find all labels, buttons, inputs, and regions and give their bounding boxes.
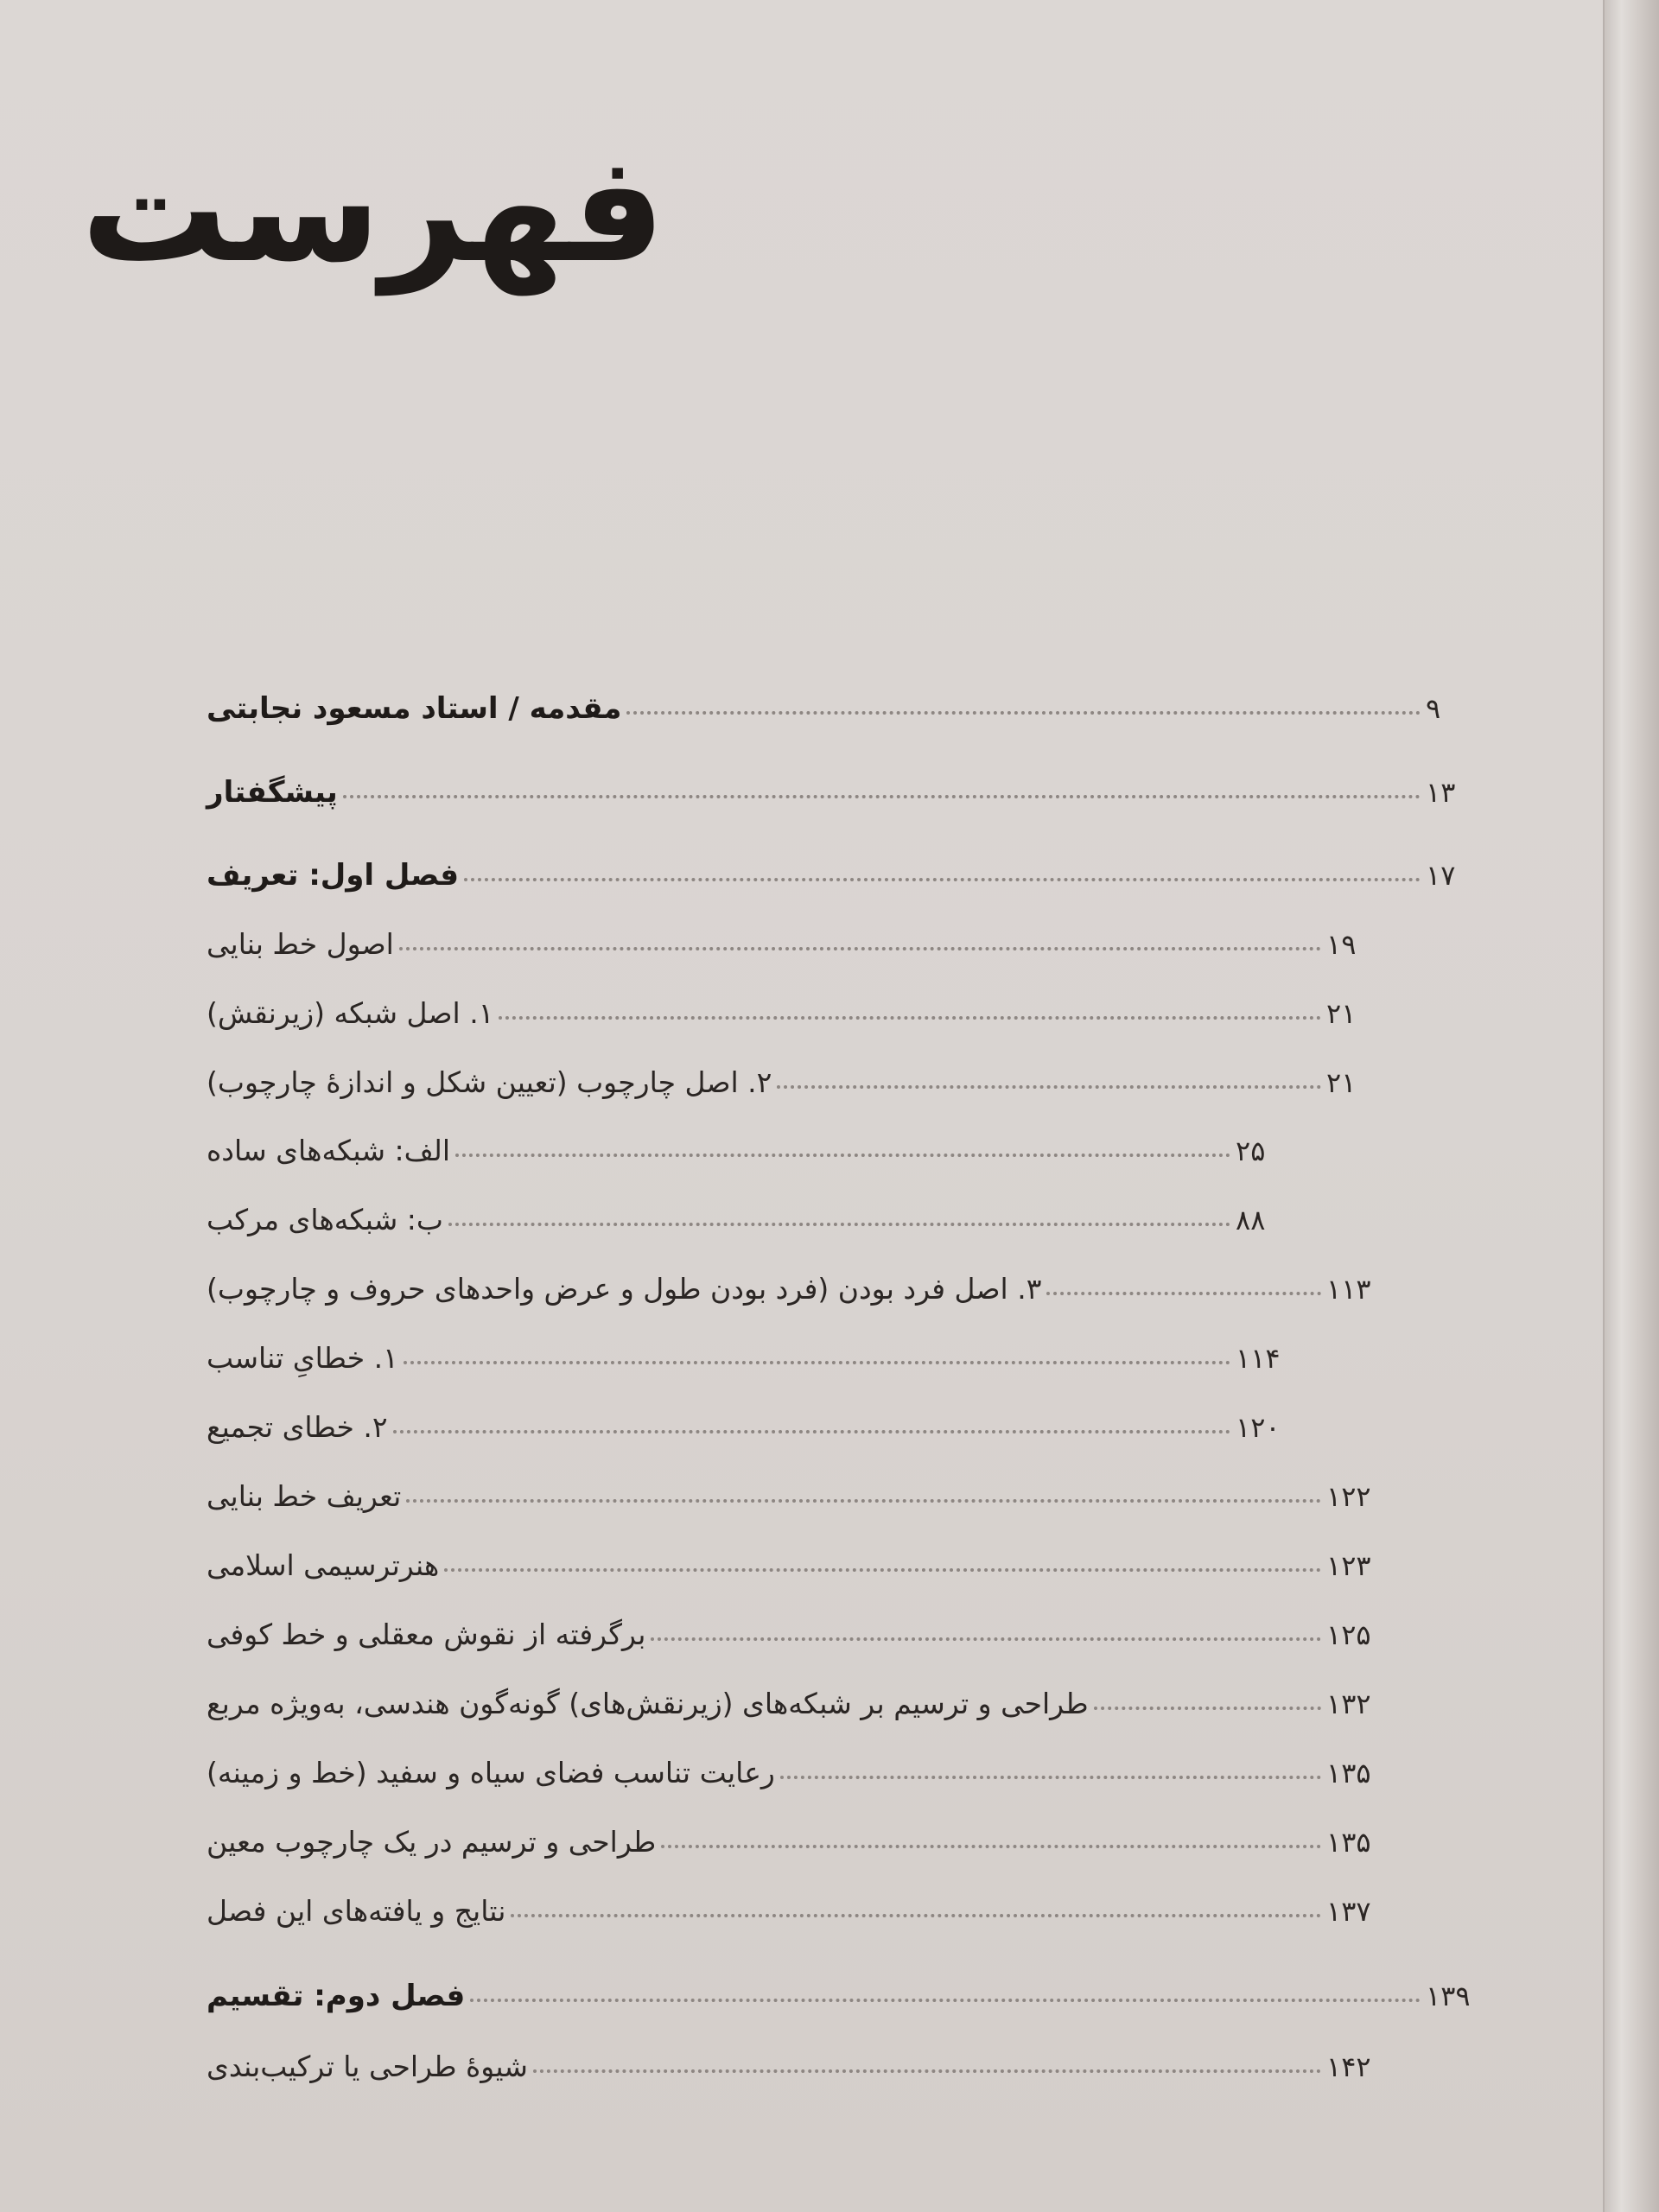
toc-page-number: ۱۳۲ xyxy=(1326,1688,1371,1720)
toc-entry-label: الف: شبکه‌های ساده xyxy=(207,1134,450,1167)
toc-entry-label: اصول خط بنایی xyxy=(207,927,394,961)
toc-entry[interactable] xyxy=(194,1065,1387,1119)
dot-leader xyxy=(661,1845,1321,1848)
toc-page-number: ۹ xyxy=(1426,692,1441,725)
dot-leader xyxy=(393,1430,1230,1433)
table-of-contents xyxy=(194,691,1486,2091)
toc-page-number: ۱۲۵ xyxy=(1326,1618,1371,1651)
toc-page-number: ۱۱۴ xyxy=(1236,1342,1281,1375)
dot-leader xyxy=(448,1223,1230,1226)
toc-page-number: ۲۱ xyxy=(1326,997,1357,1030)
toc-entry[interactable] xyxy=(194,1894,1387,1948)
toc-entry-label: هنرترسیمی اسلامی xyxy=(207,1548,440,1582)
toc-page-number: ۲۵ xyxy=(1236,1135,1266,1167)
page-edge xyxy=(1603,0,1659,2212)
toc-page-number: ۱۳۹ xyxy=(1426,1980,1471,2012)
toc-entry[interactable] xyxy=(194,1134,1296,1187)
dot-leader xyxy=(626,711,1421,715)
toc-page-number: ۱۳۵ xyxy=(1326,1757,1371,1789)
toc-entry[interactable] xyxy=(194,1687,1387,1740)
toc-entry[interactable] xyxy=(194,691,1486,745)
toc-entry-label: برگرفته از نقوش معقلی و خط کوفی xyxy=(207,1618,646,1651)
toc-page-number: ۱۲۳ xyxy=(1326,1549,1371,1582)
dot-leader xyxy=(1094,1707,1321,1710)
dot-leader xyxy=(464,878,1421,881)
toc-page-number: ۱۱۳ xyxy=(1326,1273,1371,1306)
toc-entry[interactable] xyxy=(194,1479,1387,1533)
toc-entry[interactable] xyxy=(194,996,1387,1050)
dot-leader xyxy=(404,1361,1230,1364)
dot-leader xyxy=(499,1016,1321,1020)
toc-page-number: ۱۲۲ xyxy=(1326,1480,1371,1513)
toc-entry[interactable] xyxy=(194,1272,1387,1325)
toc-entry[interactable] xyxy=(194,1548,1387,1602)
dot-leader xyxy=(406,1499,1321,1503)
toc-page-number: ۱۳۷ xyxy=(1326,1895,1371,1928)
dot-leader xyxy=(651,1637,1321,1641)
toc-entry[interactable] xyxy=(194,2050,1387,2103)
toc-entry-label: ۱. خطایِ تناسب xyxy=(207,1341,398,1375)
toc-entry[interactable] xyxy=(194,927,1387,981)
toc-entry[interactable] xyxy=(194,1825,1387,1878)
toc-page-number: ۱۴۲ xyxy=(1326,2050,1371,2083)
dot-leader xyxy=(511,1914,1321,1917)
dot-leader xyxy=(444,1568,1321,1572)
toc-entry-label: طراحی و ترسیم در یک چارچوب معین xyxy=(207,1825,657,1859)
toc-entry-label: شیوهٔ طراحی یا ترکیب‌بندی xyxy=(207,2050,528,2083)
toc-entry[interactable] xyxy=(194,1341,1296,1395)
toc-page-number: ۱۹ xyxy=(1326,928,1357,961)
toc-entry-label: پیشگفتار xyxy=(207,775,338,810)
toc-entry-label: مقدمه / استاد مسعود نجابتی xyxy=(207,691,622,726)
toc-entry[interactable] xyxy=(194,775,1486,829)
toc-entry[interactable] xyxy=(194,1979,1486,2032)
toc-entry[interactable] xyxy=(194,1203,1296,1256)
toc-entry-label: ۱. اصل شبکه (زیرنقش) xyxy=(207,996,494,1030)
toc-entry-label: رعایت تناسب فضای سیاه و سفید (خط و زمینه) xyxy=(207,1756,775,1789)
toc-entry-label: ب: شبکه‌های مرکب xyxy=(207,1203,443,1236)
dot-leader xyxy=(777,1085,1321,1089)
dot-leader xyxy=(343,795,1421,798)
toc-entry[interactable] xyxy=(194,1756,1387,1809)
toc-page-number: ۱۳ xyxy=(1426,776,1456,809)
dot-leader xyxy=(470,1999,1421,2002)
dot-leader xyxy=(1046,1292,1321,1295)
dot-leader xyxy=(533,2069,1321,2073)
toc-entry-label: تعریف خط بنایی xyxy=(207,1479,402,1513)
dot-leader xyxy=(780,1776,1321,1779)
dot-leader xyxy=(455,1154,1230,1157)
toc-entry-label: نتایج و یافته‌های این فصل xyxy=(207,1894,506,1928)
toc-entry-label: فصل دوم: تقسیم xyxy=(207,1979,466,2013)
toc-page-number: ۱۲۰ xyxy=(1236,1411,1281,1444)
toc-page-number: ۸۸ xyxy=(1236,1204,1266,1236)
toc-entry[interactable] xyxy=(194,1410,1296,1464)
toc-entry-label: طراحی و ترسیم بر شبکه‌های (زیرنقش‌های) گونه‌گون هندسی، به‌ویژه مربع xyxy=(207,1687,1089,1720)
toc-entry[interactable] xyxy=(194,1618,1387,1671)
page-title: فهرست xyxy=(80,124,665,296)
toc-entry-label: ۲. خطای تجمیع xyxy=(207,1410,388,1444)
toc-entry[interactable] xyxy=(194,858,1486,912)
toc-entry-label: ۳. اصل فرد بودن (فرد بودن طول و عرض واحدهای حروف و چارچوب) xyxy=(207,1272,1042,1306)
toc-entry-label: ۲. اصل چارچوب (تعیین شکل و اندازهٔ چارچوب) xyxy=(207,1065,772,1099)
dot-leader xyxy=(399,947,1321,950)
toc-page-number: ۱۳۵ xyxy=(1326,1826,1371,1859)
toc-entry-label: فصل اول: تعریف xyxy=(207,858,460,893)
toc-page-number: ۱۷ xyxy=(1426,859,1456,892)
toc-page-number: ۲۱ xyxy=(1326,1066,1357,1099)
